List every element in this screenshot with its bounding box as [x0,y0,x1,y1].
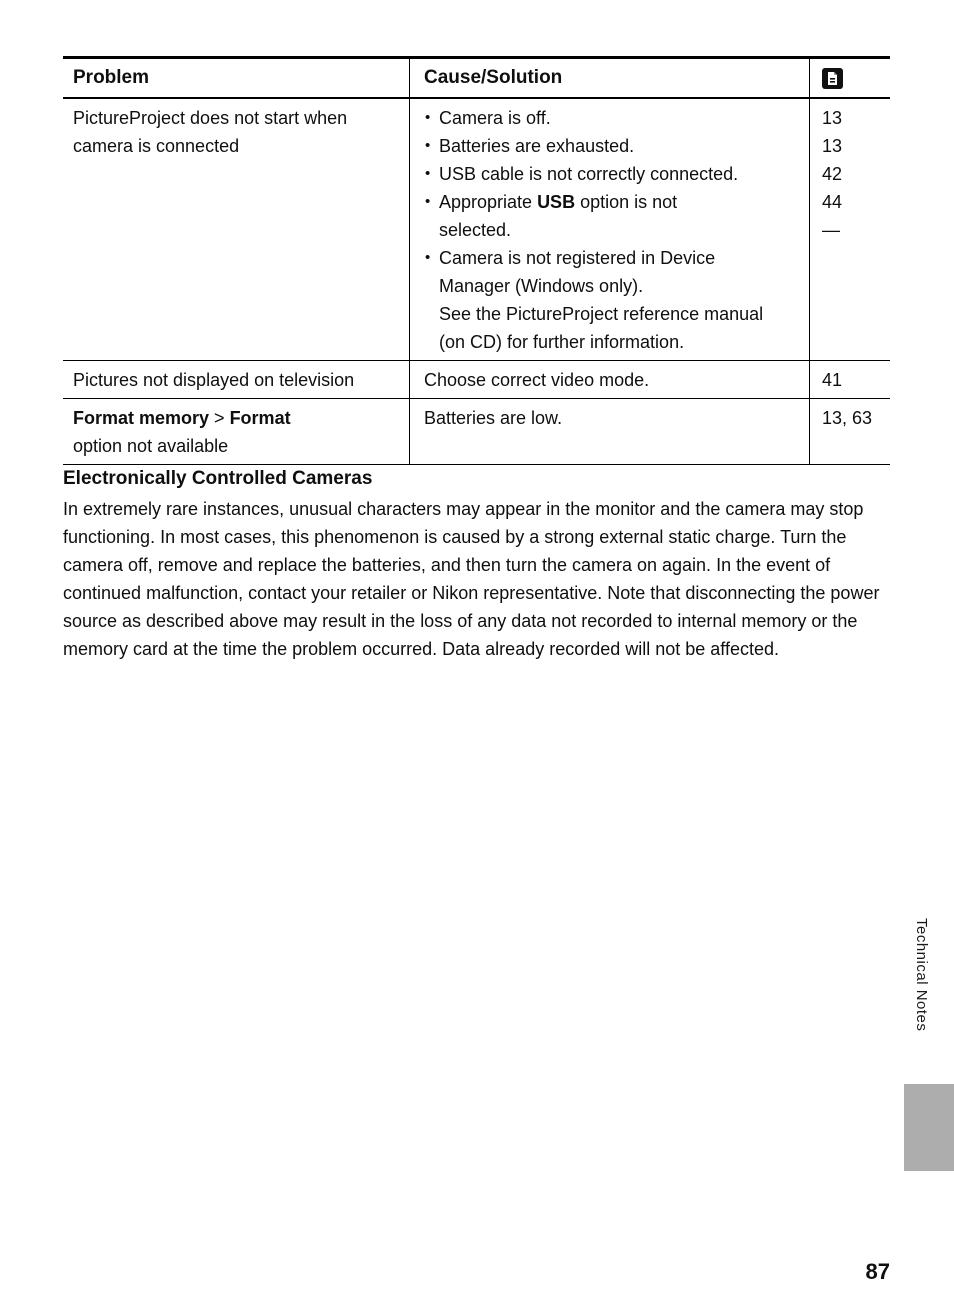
bullet-item [424,188,765,244]
ref-cell [810,361,890,398]
page-ref: — [822,220,840,240]
header-cause: Cause/Solution [410,59,810,97]
cause-cell: Choose correct video mode. [410,361,810,398]
text-segment: option is not [575,192,678,212]
page-ref: 13 [822,136,843,156]
text-segment: Appropriate [439,192,538,212]
section-heading: Electronically Controlled Cameras [63,468,373,489]
problem-line [73,404,401,432]
table-row [63,361,890,399]
problem-cell: Pictures not displayed on television [63,361,410,398]
ref-cell [810,399,890,464]
table-header-row [63,59,890,99]
bullet-item: • Camera is off. [424,104,765,132]
bullet-item [424,244,765,356]
body-paragraph: In extremely rare instances, unusual characters may appear in the monitor and the camera may stop functioning. In most cases, this phenomenon is caused by a strong external static charge. Turn the camera off, remove and replace the batteries, and then turn the camera on again. In the event of continued malfunction, contact your retailer or Nikon representative. Note that disconnecting the power source as described above may result in the loss of any data not recorded to internal memory or the memory card at the time the problem occurred. Data already recorded will not be affected. [63,499,880,659]
page-ref: 13, 63 [822,408,873,428]
page-number: 87 [865,1259,890,1284]
text-segment: Camera is not registered in Device Manager (Windows only). [439,248,716,296]
table-row [63,99,890,361]
sidebar-chapter-tab [904,1084,954,1171]
troubleshooting-table [63,56,890,465]
problem-cell [63,399,410,464]
page-ref: 44 [822,192,843,212]
cause-cell: Batteries are low. [410,399,810,464]
bullet-item: • USB cable is not correctly connected. [424,160,765,188]
text-segment-bold: Format [229,408,291,428]
text-segment-bold: USB [537,192,576,212]
text-segment-bold: Format memory [73,408,210,428]
page-reference-icon [822,68,843,89]
text-segment: selected. [439,220,512,240]
table-row [63,399,890,465]
text-segment: > [209,408,230,428]
page-ref: 42 [822,164,843,184]
bullet-note: See the PictureProject reference manual (on CD) for further information. [439,304,764,352]
cause-cell [410,99,810,360]
bullet-item: • Batteries are exhausted. [424,132,765,160]
problem-line: option not available [73,436,229,456]
ref-cell [810,99,890,360]
sidebar-chapter-label: Technical Notes [913,918,930,1032]
problem-cell: PictureProject does not start when camera is connected [63,99,410,360]
header-problem: Problem [63,59,410,97]
page-ref: 13 [822,108,843,128]
header-ref-column [810,59,890,97]
page-ref: 41 [822,370,843,390]
